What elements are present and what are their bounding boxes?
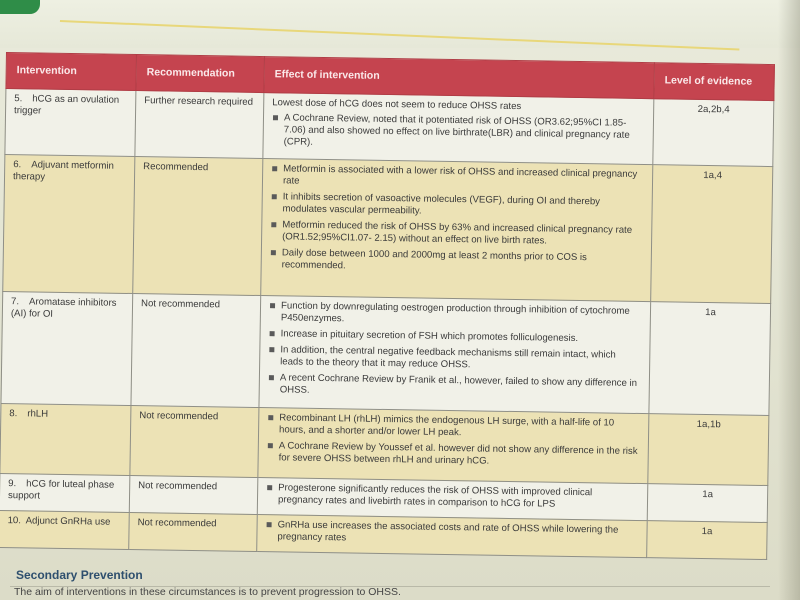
effect-bullet-item: A recent Cochrane Review by Franik et al., however, failed to show any difference in OHSS.: [268, 372, 641, 402]
intervention-cell: [0, 403, 131, 475]
intervention-name: Adjuvant metformin therapy: [12, 159, 114, 183]
level-of-evidence-cell: 1a: [649, 302, 771, 416]
level-of-evidence-cell: 2a,2b,4: [653, 99, 774, 167]
row-number: 8.: [9, 408, 18, 420]
header-intervention: Intervention: [6, 53, 137, 91]
row-number: 10.: [7, 515, 22, 527]
table-row: [1, 291, 771, 415]
intervention-cell: [0, 510, 129, 549]
effect-lead-text: Lowest dose of hCG does not seem to reduce OHSS rates: [272, 97, 522, 113]
recommendation-cell: Not recommended: [129, 475, 258, 514]
effect-bullet-item: GnRHa use increases the associated costs and rate of OHSS while lowering the pregnancy rates: [265, 519, 638, 549]
recommendation-cell: Further research required: [135, 91, 264, 159]
table-row: [3, 154, 773, 303]
effect-bullet-item: Increase in pituitary secretion of FSH which promotes folliculogenesis.: [269, 328, 642, 346]
effect-bullet-item: It inhibits secretion of vasoactive molecules (VEGF), during OI and thereby modulates vascular permeability.: [270, 191, 643, 221]
intervention-cell: [3, 154, 135, 293]
row-number: 7.: [10, 296, 20, 308]
level-of-evidence-cell: 1a: [647, 484, 768, 523]
intervention-cell: [5, 89, 136, 157]
effect-cell: [261, 159, 653, 302]
effect-bullet-item: Metformin reduced the risk of OHSS by 63% and increased clinical pregnancy rate (OR1.52;95%CI1.07- 2.15) without an effect on live birth rates.: [270, 219, 643, 249]
effect-bullet-item: Daily dose between 1000 and 2000mg at least 2 months prior to COS is recommended.: [270, 247, 643, 277]
effect-bullet-list: [268, 300, 642, 402]
effect-bullet-item: Progesterone significantly reduces the risk of OHSS with improved clinical pregnancy rates and livebirth rates in comparison to hCG for LPS: [266, 482, 639, 512]
effect-bullet-list: [266, 482, 639, 512]
evidence-table: [0, 52, 775, 560]
effect-bullet-item: A Cochrane Review by Youssef et al. however did not show any difference in the risk for severe OHSS between rhLH and urinary hCG.: [267, 440, 640, 470]
effect-bullet-item: Metformin is associated with a lower risk of OHSS and increased clinical pregnancy rate: [271, 163, 644, 193]
intervention-name: Aromatase inhibitors (AI) for OI: [10, 296, 117, 320]
intervention-name: hCG for luteal phase support: [7, 478, 115, 502]
page-edge-shadow: [778, 0, 800, 600]
effect-bullet-item: A Cochrane Review, noted that it potentiated risk of OHSS (OR3.62;95%CI 1.85-7.06) and also showed no effect on live birthrate(LBR) and clinical pregnancy rate (CPR).: [272, 112, 646, 154]
intervention-cell: [0, 473, 130, 512]
row-number: 6.: [13, 159, 22, 171]
header-recommendation: Recommendation: [136, 55, 265, 93]
effect-bullet-list: [272, 112, 646, 154]
level-of-evidence-cell: 1a,1b: [648, 414, 769, 486]
effect-cell: [258, 408, 649, 484]
effect-bullet-list: [265, 519, 638, 549]
effect-cell: [259, 296, 651, 414]
green-corner-mark: [0, 0, 40, 14]
header-effect: Effect of intervention: [264, 57, 655, 99]
level-of-evidence-cell: 1a: [647, 521, 768, 560]
recommendation-cell: Not recommended: [130, 406, 259, 478]
effect-cell: [257, 514, 648, 557]
effect-bullet-item: In addition, the central negative feedback mechanisms still remain intact, which leads to the theory that it may reduce OHSS.: [268, 344, 641, 374]
effect-bullet-list: [267, 412, 641, 470]
effect-cell: [263, 93, 654, 165]
header-level-of-evidence: Level of evidence: [654, 63, 775, 101]
effect-bullet-list: [270, 163, 645, 277]
intervention-name: hCG as an ovulation trigger: [13, 93, 120, 117]
row-number: 9.: [8, 478, 17, 490]
recommendation-cell: Recommended: [133, 157, 263, 296]
recommendation-cell: Not recommended: [129, 512, 258, 551]
effect-bullet-item: Recombinant LH (rhLH) mimics the endogenous LH surge, with a half-life of 10 hours, and a shorter and/or lower LH peak.: [267, 412, 640, 442]
table-row: [5, 89, 774, 167]
table-body: [0, 89, 774, 560]
secondary-prevention-text: The aim of interventions in these circumstances is to prevent progression to OHSS.: [14, 586, 401, 598]
evidence-table-wrapper: [0, 52, 774, 579]
level-of-evidence-cell: 1a,4: [651, 165, 773, 304]
effect-cell: [257, 478, 648, 521]
intervention-name: Adjunct GnRHa use: [25, 515, 111, 528]
intervention-cell: [1, 291, 133, 405]
recommendation-cell: Not recommended: [131, 294, 261, 408]
intervention-name: rhLH: [27, 408, 49, 420]
row-number: 5.: [14, 93, 23, 105]
table-row: [0, 403, 769, 485]
secondary-prevention-heading: Secondary Prevention: [16, 568, 143, 582]
effect-bullet-item: Function by downregulating oestrogen production through inhibition of cytochrome P450enzymes.: [269, 300, 642, 330]
